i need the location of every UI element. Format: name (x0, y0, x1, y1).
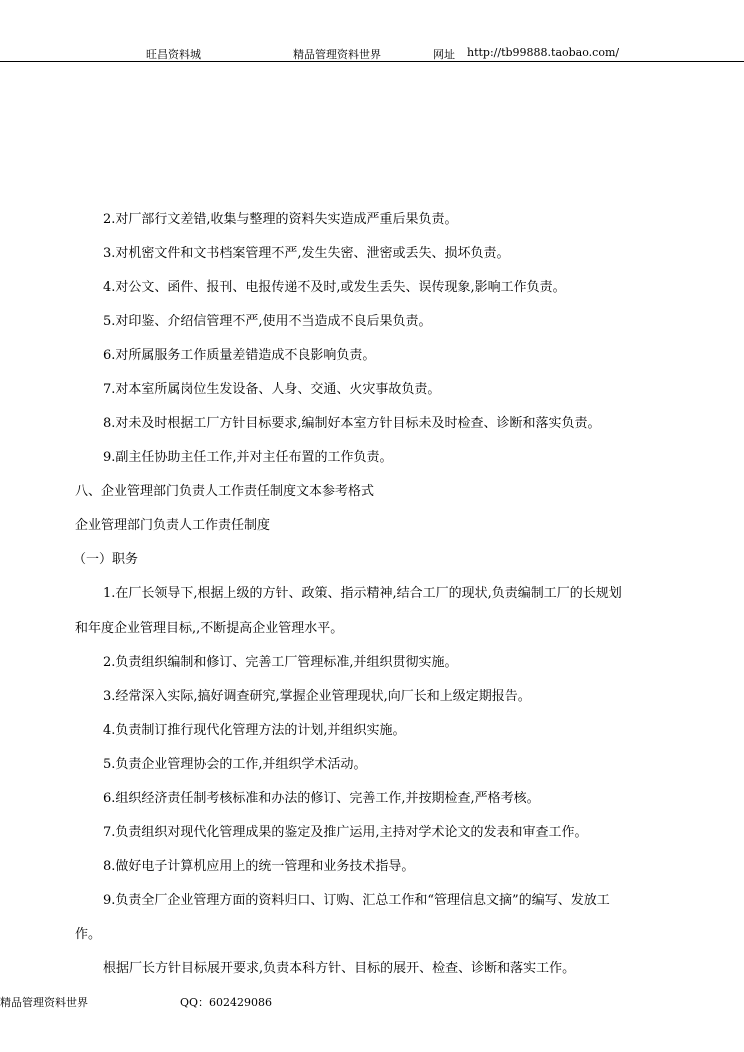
body-line: 1.在厂长领导下,根据上级的方针、政策、指示精神,结合工厂的现状,负责编制工厂的长规划 (103, 586, 622, 601)
body-line: 4.负责制订推行现代化管理方法的计划,并组织实施。 (103, 723, 406, 738)
footer-site-name: 精品管理资料世界 (0, 996, 88, 1009)
body-line: 8.做好电子计算机应用上的统一管理和业务技术指导。 (103, 859, 415, 874)
body-line: 5.对印鉴、介绍信管理不严,使用不当造成不良后果负责。 (103, 314, 432, 329)
body-line: 7.对本室所属岗位生发设备、人身、交通、火灾事故负责。 (103, 382, 441, 397)
body-line: 和年度企业管理目标,,不断提高企业管理水平。 (75, 621, 344, 636)
body-line: 4.对公文、函件、报刊、电报传递不及时,或发生丢失、误传现象,影响工作负责。 (103, 280, 566, 295)
header-site-name: 精品管理资料世界 (293, 48, 381, 61)
header-shop-name: 旺昌资料城 (146, 48, 201, 61)
body-line: 作。 (75, 927, 102, 942)
page-header (0, 44, 744, 62)
body-line: 6.对所属服务工作质量差错造成不良影响负责。 (103, 348, 376, 363)
subsection-title: 企业管理部门负责人工作责任制度 (75, 518, 271, 533)
section-heading: 八、企业管理部门负责人工作责任制度文本参考格式 (75, 484, 375, 499)
body-line: 9.负责全厂企业管理方面的资料归口、订购、汇总工作和“管理信息文摘”的编写、发放工 (103, 893, 610, 908)
body-line: 9.副主任协助主任工作,并对主任布置的工作负责。 (103, 450, 393, 465)
body-line: 3.对机密文件和文书档案管理不严,发生失密、泄密或丢失、损坏负责。 (103, 246, 510, 261)
body-line: 2.对厂部行文差错,收集与整理的资料失实造成严重后果负责。 (103, 212, 458, 227)
subsection-label: （一）职务 (73, 552, 139, 567)
header-divider (0, 61, 744, 62)
body-line: 8.对未及时根据工厂方针目标要求,编制好本室方针目标未及时检查、诊断和落实负责。 (103, 416, 601, 431)
body-line: 2.负责组织编制和修订、完善工厂管理标准,并组织贯彻实施。 (103, 655, 458, 670)
body-line: 6.组织经济责任制考核标准和办法的修订、完善工作,并按期检查,严格考核。 (103, 791, 540, 806)
body-line: 3.经常深入实际,搞好调查研究,掌握企业管理现状,向厂长和上级定期报告。 (103, 689, 531, 704)
footer-qq: QQ：602429086 (180, 996, 273, 1009)
header-url-label: 网址 (433, 48, 455, 61)
body-line: 7.负责组织对现代化管理成果的鉴定及推广运用,主持对学术论文的发表和审查工作。 (103, 825, 588, 840)
body-line: 根据厂长方针目标展开要求,负责本科方针、目标的展开、检查、诊断和落实工作。 (103, 961, 576, 976)
body-line: 5.负责企业管理协会的工作,并组织学术活动。 (103, 757, 367, 772)
header-url: http://tb99888.taobao.com/ (467, 46, 620, 59)
